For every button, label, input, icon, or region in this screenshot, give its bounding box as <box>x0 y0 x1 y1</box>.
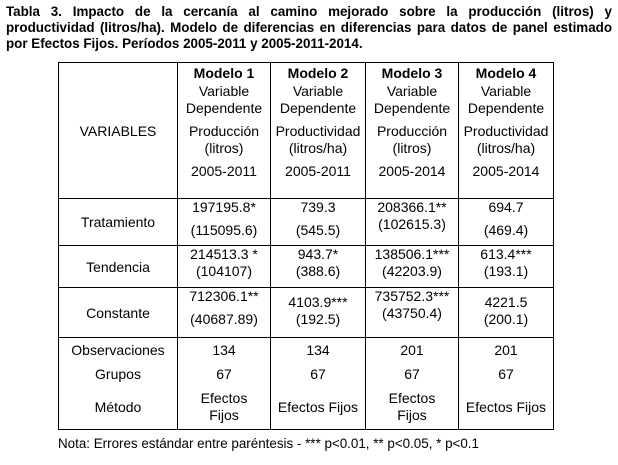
coefficient: 4221.5 <box>484 294 528 310</box>
dep-variable-unit: (litros) <box>204 140 244 156</box>
coefficient: 4103.9*** <box>288 294 348 310</box>
std-error: (192.5) <box>295 311 341 327</box>
row-label: Tendencia <box>59 246 178 288</box>
method-text: Fijos <box>397 407 427 424</box>
coefficient: 613.4*** <box>480 246 532 262</box>
table-cell <box>366 199 459 246</box>
table-cell <box>271 288 366 338</box>
table-cell: 67 <box>178 362 271 386</box>
row-label: Constante <box>59 288 178 338</box>
dep-variable-unit: (litros/ha) <box>476 140 536 156</box>
method-text: Efectos <box>388 390 436 407</box>
dep-variable: Productividad <box>463 123 549 139</box>
dep-variable: Productividad <box>275 123 361 139</box>
table-cell: 67 <box>459 362 554 386</box>
dep-label: Dependente <box>373 100 451 116</box>
model-4-header <box>459 63 554 199</box>
table-cell: 201 <box>459 338 554 362</box>
model-name: Modelo 3 <box>381 65 443 81</box>
row-label: Tratamiento <box>59 199 178 246</box>
std-error: (200.1) <box>483 311 529 327</box>
header-row <box>59 63 554 199</box>
table-cell <box>459 246 554 288</box>
coefficient: 214513.3 * <box>190 246 258 262</box>
method-text: Efectos Fijos <box>277 399 359 416</box>
period: 2005-2011 <box>285 163 351 179</box>
table-note: Nota: Errores estándar entre paréntesis - *** p<0.01, ** p<0.05, * p<0.1 <box>58 436 479 451</box>
table-cell <box>178 199 271 246</box>
variables-header <box>59 63 178 199</box>
table-cell: 67 <box>366 362 459 386</box>
model-1-header <box>178 63 271 199</box>
model-name: Modelo 4 <box>475 65 537 81</box>
coefficient: 943.7* <box>297 246 339 262</box>
table-cell <box>178 288 271 338</box>
std-error: (102615.3) <box>378 216 446 232</box>
table-cell <box>366 386 459 430</box>
coefficient: 197195.8* <box>192 199 256 215</box>
model-3-header <box>366 63 459 199</box>
table-caption: Tabla 3. Impacto de la cercanía al camino mejorado sobre la producción (litros) y productividad (litros/ha). Modelo de diferencias en diferencias para datos de panel estimado por Efectos Fijos. Períodos 2005-2011 y 2005-2011-2014. <box>6 4 612 51</box>
table-cell <box>271 246 366 288</box>
method-text: Efectos <box>200 390 248 407</box>
dep-variable-unit: (litros/ha) <box>288 140 348 156</box>
row-label: Observaciones <box>59 338 178 362</box>
period: 2005-2014 <box>472 163 540 179</box>
coefficient: 735752.3*** <box>374 288 450 304</box>
variables-label: VARIABLES <box>79 122 157 139</box>
std-error: (115095.6) <box>190 222 258 238</box>
dep-label: Dependente <box>467 100 545 116</box>
std-error: (469.4) <box>483 222 529 238</box>
period: 2005-2014 <box>378 163 446 179</box>
model-name: Modelo 2 <box>287 65 349 81</box>
std-error: (43750.4) <box>382 305 442 321</box>
model-name: Modelo 1 <box>193 65 255 81</box>
std-error: (42203.9) <box>382 263 442 279</box>
dep-label: Variable <box>198 83 250 99</box>
dep-label: Dependente <box>279 100 357 116</box>
std-error: (388.6) <box>295 263 341 279</box>
std-error: (104107) <box>195 263 253 279</box>
table-cell: 201 <box>366 338 459 362</box>
table-cell <box>459 386 554 430</box>
dep-label: Variable <box>386 83 438 99</box>
table-cell: 67 <box>271 362 366 386</box>
table-row <box>59 246 554 288</box>
coefficient: 694.7 <box>488 199 524 215</box>
row-label: Grupos <box>59 362 178 386</box>
dep-variable: Producción <box>376 123 448 139</box>
table-cell <box>366 288 459 338</box>
dep-label: Variable <box>480 83 532 99</box>
row-label: Método <box>59 386 178 430</box>
table-cell <box>459 199 554 246</box>
table-cell: 134 <box>271 338 366 362</box>
std-error: (193.1) <box>483 263 529 279</box>
dep-variable-unit: (litros) <box>392 140 432 156</box>
method-text: Efectos Fijos <box>465 399 547 416</box>
dep-label: Dependente <box>185 100 263 116</box>
table-cell: 134 <box>178 338 271 362</box>
coefficient: 739.3 <box>300 199 336 215</box>
table-row <box>59 199 554 246</box>
coefficient: 208366.1** <box>377 199 447 215</box>
table-cell <box>178 246 271 288</box>
method-text: Fijos <box>209 407 239 424</box>
results-table <box>58 62 554 430</box>
dep-variable: Producción <box>188 123 260 139</box>
table-cell <box>271 199 366 246</box>
table-cell <box>178 386 271 430</box>
table-row <box>59 386 554 430</box>
period: 2005-2011 <box>191 163 257 179</box>
coefficient: 138506.1*** <box>374 246 450 262</box>
std-error: (40687.89) <box>190 311 258 327</box>
std-error: (545.5) <box>295 222 341 238</box>
table-row <box>59 338 554 362</box>
table-cell <box>366 246 459 288</box>
coefficient: 712306.1** <box>189 288 259 304</box>
table-cell <box>271 386 366 430</box>
table-cell <box>459 288 554 338</box>
table-row <box>59 288 554 338</box>
model-2-header <box>271 63 366 199</box>
dep-label: Variable <box>292 83 344 99</box>
table-row <box>59 362 554 386</box>
